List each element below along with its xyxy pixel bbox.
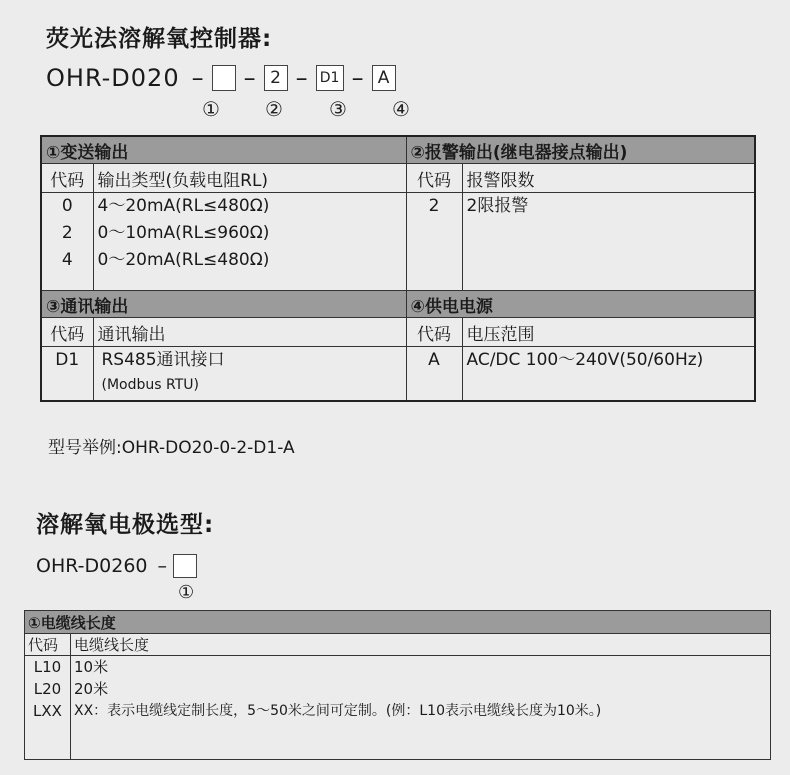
comm-note: (Modbus RTU) — [101, 377, 199, 393]
model-box-4: A — [372, 65, 396, 91]
spec-table — [40, 135, 756, 402]
electrode-marker-1: ① — [178, 582, 195, 603]
model-example: 型号举例:OHR-DO20-0-2-D1-A — [48, 438, 295, 458]
marker-1: ① — [202, 97, 220, 121]
power-code: A — [428, 350, 440, 370]
comm-code-header: 代码 — [41, 318, 93, 347]
marker-2: ② — [265, 97, 283, 121]
output-desc-header: 输出类型(负载电阻RL) — [93, 164, 406, 193]
section-alarm-title: ②报警输出(继电器接点输出) — [406, 136, 755, 164]
output-code: 0 — [61, 196, 73, 216]
power-descs — [462, 347, 755, 401]
marker-3: ③ — [329, 97, 347, 121]
electrode-desc-header: 电缆线长度 — [71, 634, 771, 656]
page-title: 荧光法溶解氧控制器: — [46, 26, 273, 52]
alarm-desc-header: 报警限数 — [462, 164, 755, 193]
model-prefix: OHR-D020 — [46, 64, 180, 92]
power-desc-header: 电压范围 — [462, 318, 755, 347]
output-descs — [93, 193, 406, 291]
alarm-desc: 2限报警 — [466, 196, 529, 216]
model-box-3: D1 — [316, 65, 344, 91]
electrode-title: 溶解氧电极选型: — [36, 512, 215, 538]
model-box-1 — [212, 65, 236, 91]
alarm-codes — [406, 193, 462, 291]
power-codes — [406, 347, 462, 401]
section-output-title: ①变送输出 — [41, 136, 406, 164]
model-dash: – — [243, 64, 256, 92]
output-code: 2 — [61, 223, 73, 243]
model-dash: – — [191, 64, 204, 92]
power-code-header: 代码 — [406, 318, 462, 347]
electrode-model-line — [36, 553, 197, 579]
electrode-descs — [71, 656, 771, 760]
electrode-table-title: ①电缆线长度 — [25, 611, 771, 634]
electrode-desc: XX：表示电缆线定制长度，5～50米之间可定制。(例：L10表示电缆线长度为10米。) — [74, 703, 602, 719]
section-comm-title: ③通讯输出 — [41, 291, 406, 318]
electrode-code-header: 代码 — [25, 634, 71, 656]
electrode-code: LXX — [33, 702, 62, 720]
alarm-code-header: 代码 — [406, 164, 462, 193]
comm-code: D1 — [55, 350, 80, 370]
output-desc: 0～20mA(RL≤480Ω) — [97, 250, 270, 270]
marker-4: ④ — [392, 97, 410, 121]
electrode-code: L20 — [33, 680, 62, 698]
electrode-code: L10 — [33, 658, 62, 676]
output-code-header: 代码 — [41, 164, 93, 193]
output-codes — [41, 193, 93, 291]
section-power-title: ④供电电源 — [406, 291, 755, 318]
comm-desc-header: 通讯输出 — [93, 318, 406, 347]
electrode-model-box — [173, 554, 197, 578]
output-desc: 4～20mA(RL≤480Ω) — [97, 196, 270, 216]
power-desc: AC/DC 100～240V(50/60Hz) — [466, 350, 704, 370]
comm-descs — [93, 347, 406, 401]
electrode-table — [24, 610, 771, 760]
electrode-desc: 10米 — [74, 658, 109, 676]
model-dash: – — [295, 64, 308, 92]
comm-desc: RS485通讯接口 — [101, 350, 225, 370]
electrode-codes — [25, 656, 71, 760]
electrode-desc: 20米 — [74, 680, 109, 698]
electrode-model-prefix: OHR-D0260 — [36, 555, 148, 577]
alarm-descs — [462, 193, 755, 291]
model-code-line — [46, 63, 396, 93]
electrode-dash: – — [157, 555, 168, 577]
model-dash: – — [351, 64, 364, 92]
model-box-2: 2 — [264, 65, 288, 91]
alarm-code: 2 — [428, 196, 440, 216]
comm-codes — [41, 347, 93, 401]
output-code: 4 — [61, 250, 73, 270]
output-desc: 0～10mA(RL≤960Ω) — [97, 223, 270, 243]
